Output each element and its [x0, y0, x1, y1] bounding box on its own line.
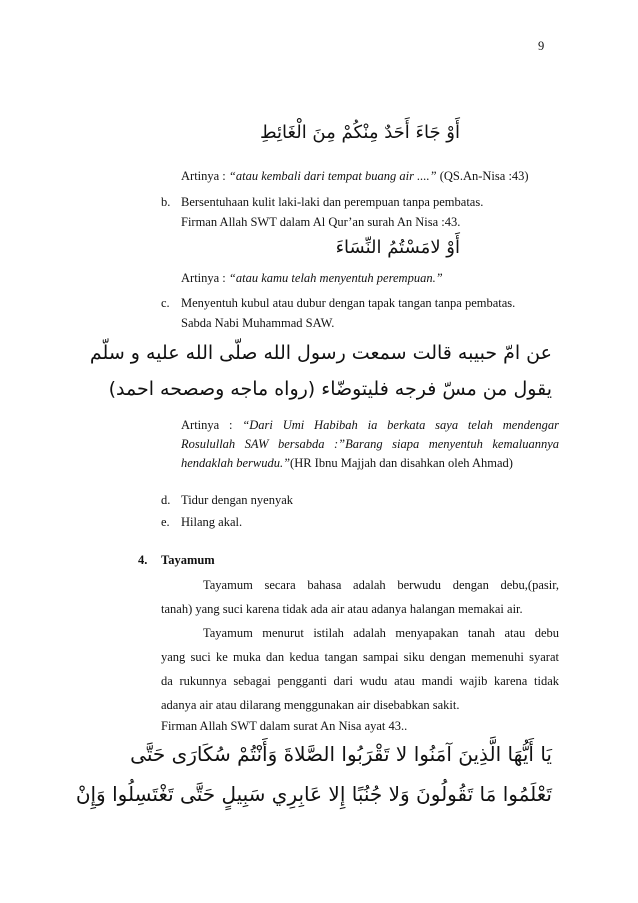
arabic-hadith-line-1: عن امّ حبيبه قالت سمعت رسول الله صلّى الله عليه و سلّم	[89, 342, 552, 364]
artinya-quote: hendaklah berwudu.”	[181, 456, 291, 470]
artinya-1	[181, 168, 529, 184]
paragraph-1-line-2: tanah) yang suci karena tidak ada air atau adanya halangan memakai air.	[161, 602, 523, 616]
arabic-verse-2: أَوْ لامَسْتُمُ النِّسَاءَ	[335, 237, 460, 258]
paragraph-1-line-1: Tayamum secara bahasa adalah berwudu dengan debu,(pasir,	[203, 578, 559, 592]
arabic-verse-line-1: يَا أَيُّهَا الَّذِينَ آمَنُوا لا تَقْرَبُوا الصَّلاةَ وَأَنْتُمْ سُكَارَى حَتَّى	[130, 742, 552, 766]
artinya-reference: (HR Ibnu Majjah dan disahkan oleh Ahmad)	[290, 456, 513, 470]
paragraph-2-line-3: da rukunnya sebagai pengganti dari wudu atau mandi wajib karena tidak	[161, 674, 559, 688]
artinya-3-line-2: Rosulullah SAW bersabda :”Barang siapa menyentuh kemaluannya	[181, 437, 559, 451]
artinya-3-line-1	[181, 417, 559, 433]
artinya-quote: “atau kamu telah menyentuh perempuan.”	[228, 271, 443, 285]
artinya-label: Artinya :	[181, 271, 226, 285]
list-item-d: Tidur dengan nyenyak	[181, 493, 294, 507]
list-item-c-subtext: Sabda Nabi Muhammad SAW.	[181, 316, 335, 330]
paragraph-2-line-4: adanya air atau dilarang menggunakan air disebabkan sakit.	[161, 698, 460, 712]
arabic-verse-line-2: تَعْلَمُوا مَا تَقُولُونَ وَلا جُنُبًا إِلا عَابِرِي سَبِيلٍ حَتَّى تَغْتَسِلُوا وَإِنْ	[75, 782, 552, 806]
page-number: 9	[538, 39, 545, 53]
list-marker-b: b.	[161, 195, 171, 209]
artinya-label: Artinya :	[181, 418, 233, 432]
artinya-reference: (QS.An-Nisa :43)	[436, 169, 529, 183]
artinya-label: Artinya :	[181, 169, 226, 183]
section-number: 4.	[138, 553, 148, 567]
firman-line: Firman Allah SWT dalam surat An Nisa ayat 43..	[161, 719, 408, 733]
artinya-quote: “Dari Umi Habibah ia berkata saya telah mendengar	[242, 418, 559, 432]
arabic-verse-1: أَوْ جَاءَ أَحَدٌ مِنْكُمْ مِنَ الْغَائِطِ	[259, 122, 460, 143]
artinya-2	[181, 270, 443, 286]
artinya-quote: “atau kembali dari tempat buang air ....”	[228, 169, 437, 183]
list-item-e: Hilang akal.	[181, 515, 243, 529]
list-marker-e: e.	[161, 515, 170, 529]
list-marker-d: d.	[161, 493, 171, 507]
arabic-hadith-line-2: يقول من مسّ فرجه فليتوضّاء (رواه ماجه وصصحه احمد)	[108, 378, 552, 400]
paragraph-2-line-2: yang suci ke muka dan kedua tangan sampai siku dengan memenuhi syarat	[161, 650, 559, 664]
list-item-b-subtext: Firman Allah SWT dalam Al Qur’an surah An Nisa :43.	[181, 215, 461, 229]
list-item-c: Menyentuh kubul atau dubur dengan tapak tangan tanpa pembatas.	[181, 296, 516, 310]
list-item-b: Bersentuhaan kulit laki-laki dan perempuan tanpa pembatas.	[181, 195, 484, 209]
section-title: Tayamum	[161, 553, 215, 567]
list-marker-c: c.	[161, 296, 170, 310]
paragraph-2-line-1: Tayamum menurut istilah adalah menyapakan tanah atau debu	[203, 626, 559, 640]
artinya-3-line-3	[181, 455, 513, 471]
